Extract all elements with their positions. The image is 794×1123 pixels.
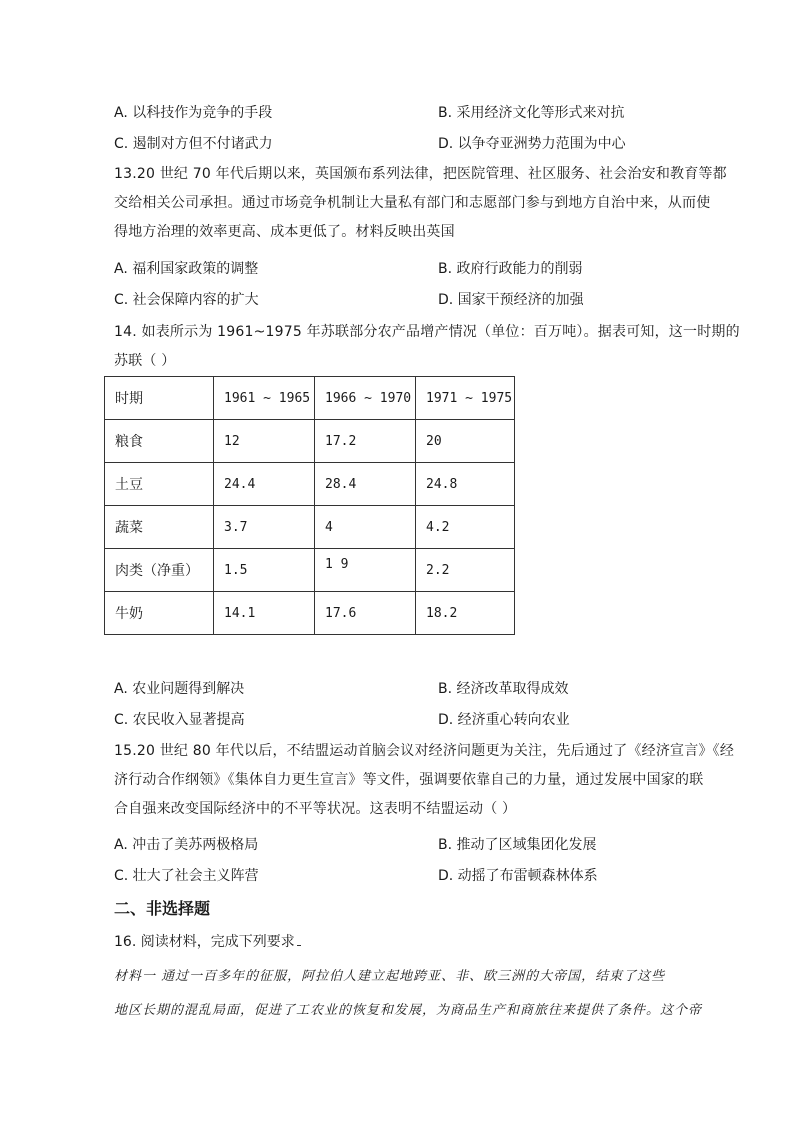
underscore-mark [297,933,301,946]
table-cell: 4.2 [416,506,515,549]
table-cell: 17.6 [315,592,416,635]
q15-stem-line: 合自强来改变国际经济中的不平等状况。这表明不结盟运动（ ） [114,801,517,817]
q15-stem [114,737,735,824]
table-cell: 24.4 [214,463,315,506]
q14-stem-line: 苏联（ ） [114,353,176,369]
table-cell: 1.5 [214,549,315,592]
table-cell: 土豆 [105,463,214,506]
q13-option-c: C. 社会保障内容的扩大 [114,292,259,308]
q14-option-b: B. 经济改革取得成效 [438,681,569,697]
table-header-cell: 1966 ~ 1970 [315,377,416,420]
material-line: 地区长期的混乱局面，促进了工农业的恢复和发展，为商品生产和商旅往来提供了条件。这个帝 [114,1003,703,1018]
q15-stem-line: 济行动合作纲领》《集体自力更生宣言》等文件，强调要依靠自己的力量，通过发展中国家的联 [114,772,704,788]
table-cell: 17.2 [315,420,416,463]
q13-stem [114,160,727,247]
q15-option-d: D. 动摇了布雷顿森林体系 [438,868,598,884]
q14-option-d: D. 经济重心转向农业 [438,712,570,728]
table-row [105,463,515,506]
section-title: 二、非选择题 [114,899,211,918]
table-cell: 20 [416,420,515,463]
q14-option-c: C. 农民收入显著提高 [114,712,245,728]
table-row [105,506,515,549]
table-row [105,549,515,592]
q13-option-b: B. 政府行政能力的削弱 [438,261,583,277]
q15-option-c: C. 壮大了社会主义阵营 [114,868,259,884]
q12-option-d: D. 以争夺亚洲势力范围为中心 [438,136,626,152]
q13-option-d: D. 国家干预经济的加强 [438,292,584,308]
table-cell: 2.2 [416,549,515,592]
table-row [105,420,515,463]
q15-option-a: A. 冲击了美苏两极格局 [114,837,259,853]
q15-option-b: B. 推动了区域集团化发展 [438,837,597,853]
q15-stem-line: 15.20 世纪 80 年代以后，不结盟运动首脑会议对经济问题更为关注，先后通过了《经济宣言》《经 [114,743,735,759]
table-header-cell: 时期 [105,377,214,420]
table-cell [315,549,416,592]
q16-prompt-text: 16. 阅读材料，完成下列要求 [114,934,295,950]
table-cell: 粮食 [105,420,214,463]
q13-stem-line: 13.20 世纪 70 年代后期以来，英国颁布系列法律，把医院管理、社区服务、社会治安和教育等都 [114,166,727,182]
q13-stem-line: 得地方治理的效率更高、成本更低了。材料反映出英国 [114,224,455,240]
table-cell: 4 [315,506,416,549]
table-header-cell: 1971 ~ 1975 [416,377,515,420]
q14-stem-line: 14. 如表所示为 1961~1975 年苏联部分农产品增产情况（单位：百万吨）。据表可知，这一时期的 [114,324,740,340]
table-cell: 蔬菜 [105,506,214,549]
q12-option-c: C. 遏制对方但不付诸武力 [114,136,273,152]
table-cell: 12 [214,420,315,463]
table-row [105,592,515,635]
q13-stem-line: 交给相关公司承担。通过市场竞争机制让大量私有部门和志愿部门参与到地方自治中来，从而使 [114,195,711,211]
table-header-cell: 1961 ~ 1965 [214,377,315,420]
table-cell: 14.1 [214,592,315,635]
table-cell: 24.8 [416,463,515,506]
material-line: 材料一 通过一百多年的征服，阿拉伯人建立起地跨亚、非、欧三洲的大帝国，结束了这些 [114,969,666,984]
table-header-row [105,377,515,420]
q16-prompt [114,932,301,952]
q12-option-a: A. 以科技作为竞争的手段 [114,105,273,121]
table-cell-value: 1 9 [325,556,349,572]
q16-material [114,960,704,1028]
table-cell: 28.4 [315,463,416,506]
table-cell: 肉类（净重） [105,549,214,592]
q13-option-a: A. 福利国家政策的调整 [114,261,259,277]
agricultural-output-table [104,376,515,635]
q12-option-b: B. 采用经济文化等形式来对抗 [438,105,625,121]
q14-option-a: A. 农业问题得到解决 [114,681,245,697]
table-cell: 牛奶 [105,592,214,635]
q14-stem [114,318,740,376]
table-cell: 3.7 [214,506,315,549]
table-cell: 18.2 [416,592,515,635]
